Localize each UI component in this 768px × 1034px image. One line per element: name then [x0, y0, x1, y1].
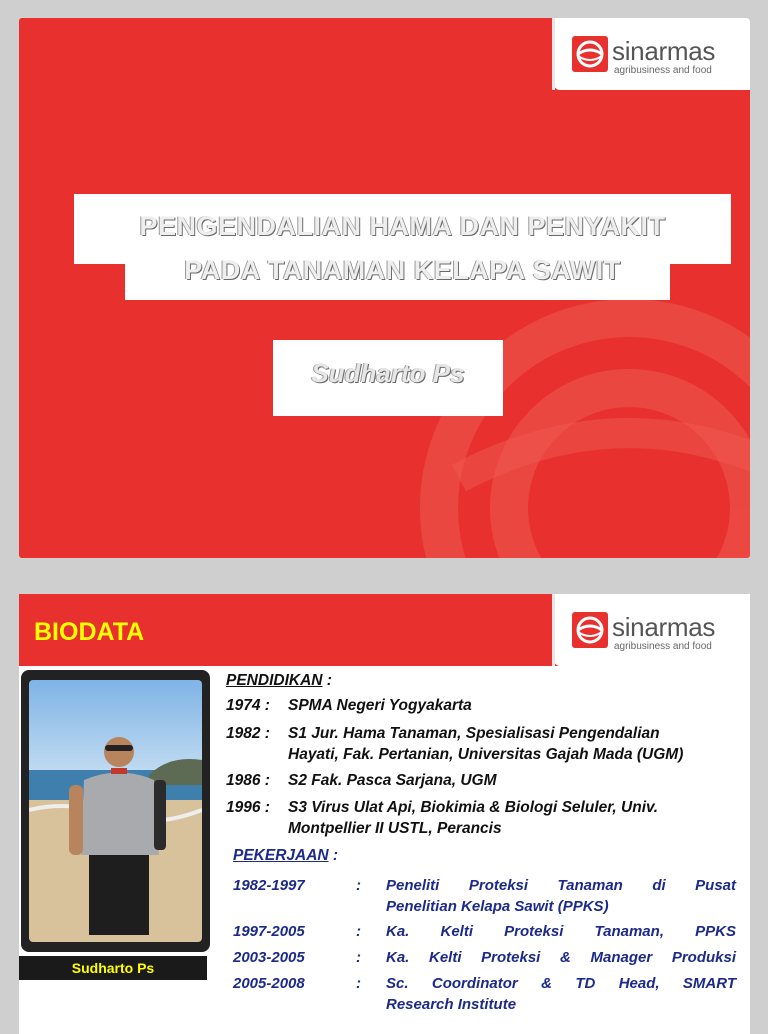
work-separator: :: [356, 949, 361, 966]
work-separator: :: [356, 975, 361, 992]
work-colon: :: [328, 847, 339, 864]
education-year: 1986 :: [226, 772, 270, 789]
title-line-1: PENGENDALIAN HAMA DAN PENYAKIT: [139, 211, 666, 241]
work-years: 1982-1997: [233, 877, 305, 894]
education-label: PENDIDIKAN: [226, 672, 323, 689]
logo-name: sinarmas: [612, 612, 716, 642]
work-desc: [386, 875, 736, 917]
work-years: 2003-2005: [233, 949, 305, 966]
work-years: 1997-2005: [233, 923, 305, 940]
education-desc: [288, 695, 472, 716]
logo-tagline: agribusiness and food: [614, 65, 712, 76]
profile-photo-frame: [21, 670, 210, 952]
profile-photo: [29, 680, 202, 942]
photo-caption: Sudharto Ps: [71, 960, 155, 976]
sinarmas-logo-icon: [572, 612, 608, 648]
sinarmas-logo-icon: [572, 36, 608, 72]
education-line: S1 Jur. Hama Tanaman, Spesialisasi Pengendalian: [288, 725, 660, 742]
work-line: Research Institute: [386, 996, 517, 1013]
work-separator: :: [356, 923, 361, 940]
work-line: Peneliti Proteksi Tanaman di Pusat: [386, 877, 736, 894]
logo-name: sinarmas: [612, 36, 716, 66]
slide-header: [19, 594, 750, 666]
education-year: 1996 :: [226, 799, 270, 816]
education-desc: [288, 723, 683, 765]
author-name: Sudharto Ps: [311, 358, 465, 388]
beach-portrait-illustration: [29, 680, 202, 942]
work-line: Sc. Coordinator & TD Head, SMART: [386, 975, 736, 992]
slide-heading: BIODATA: [34, 618, 145, 646]
work-years: 2005-2008: [233, 975, 305, 992]
education-heading: [226, 672, 332, 690]
work-separator: :: [356, 877, 361, 894]
sinarmas-logo: [554, 18, 750, 90]
education-line: Hayati, Fak. Pertanian, Universitas Gajah Mada (UGM): [288, 746, 684, 763]
work-heading: [233, 847, 338, 865]
title-line-2: PADA TANAMAN KELAPA SAWIT: [184, 255, 621, 285]
logo-tagline: agribusiness and food: [614, 641, 712, 652]
education-desc: [288, 797, 658, 839]
education-desc: [288, 770, 497, 791]
slide-title: [74, 204, 731, 292]
sinarmas-logo: [554, 594, 750, 666]
work-line: Penelitian Kelapa Sawit (PPKS): [386, 898, 609, 915]
education-year: 1974 :: [226, 697, 270, 714]
education-line: SPMA Negeri Yogyakarta: [288, 697, 472, 714]
education-line: S3 Virus Ulat Api, Biokimia & Biologi Seluler, Univ.: [288, 799, 659, 816]
decorative-swirl-graphic: [399, 278, 750, 558]
work-desc: [386, 973, 736, 1015]
education-colon: :: [322, 672, 332, 689]
education-line: Montpellier II USTL, Perancis: [288, 820, 502, 837]
education-line: S2 Fak. Pasca Sarjana, UGM: [288, 772, 497, 789]
work-label: PEKERJAAN: [233, 847, 329, 864]
education-year: 1982 :: [226, 725, 270, 742]
biodata-slide: [19, 594, 750, 1034]
title-slide: [19, 18, 750, 558]
work-desc: Ka. Kelti Proteksi Tanaman, PPKS: [386, 923, 736, 940]
work-desc: Ka. Kelti Proteksi & Manager Produksi: [386, 949, 736, 966]
